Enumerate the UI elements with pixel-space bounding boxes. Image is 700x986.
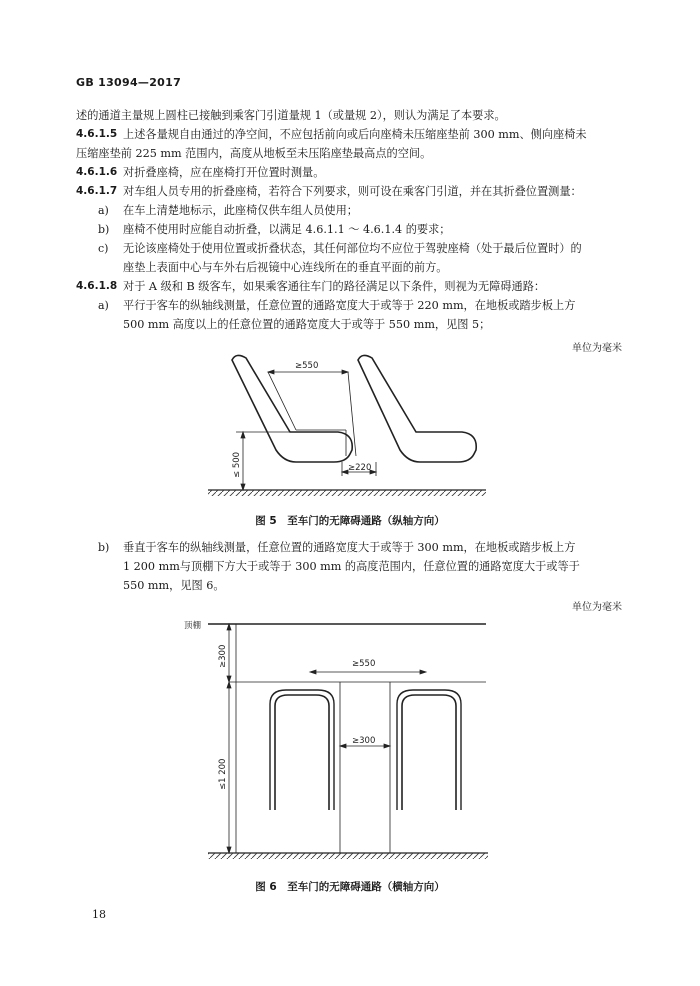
list-label: c) — [98, 242, 109, 255]
seat-right-rear — [397, 690, 461, 810]
seat-right-rear-inner — [402, 695, 456, 810]
dimension-fig6-300-label: ≥300 — [352, 736, 376, 746]
clause-number-4-6-1-7: 4.6.1.7 — [76, 185, 118, 197]
list-label: a) — [98, 299, 109, 312]
list-label: b) — [98, 541, 110, 554]
page-number: 18 — [92, 908, 106, 921]
clause-number-4-6-1-8: 4.6.1.8 — [76, 280, 118, 292]
floor-line — [208, 490, 486, 496]
clause-text-4-6-1-8: 对于 A 级和 B 级客车，如果乘客通往车门的路径满足以下条件，则视为无障碍通路： — [123, 280, 546, 293]
list-item-text-cont: 座垫上表面中心与车外右后视镜中心连线所在的垂直平面的前方。 — [123, 261, 448, 274]
standard-header: GB 13094—2017 — [76, 76, 182, 89]
clause-text-4-6-1-6: 对折叠座椅，应在座椅打开位置时测量。 — [123, 166, 325, 179]
unit-note-2: 单位为毫米 — [572, 602, 622, 613]
dimension-500 — [236, 432, 296, 490]
unit-note: 单位为毫米 — [572, 343, 622, 354]
ceiling-label: 顶棚 — [184, 621, 202, 631]
figure-6-caption: 图 6 至车门的无障碍通路（横轴方向） — [255, 881, 445, 893]
list-item-text: 垂直于客车的纵轴线测量，任意位置的通路宽度大于或等于 300 mm，在地板或踏步板上方 — [123, 541, 576, 554]
seat-left-outline — [232, 355, 352, 462]
clause-number-4-6-1-6: 4.6.1.6 — [76, 166, 118, 178]
list-item-text: 在车上清楚地标示，此座椅仅供车组人员使用； — [123, 204, 358, 217]
seat-left-rear — [270, 690, 334, 810]
aisle-guides — [340, 682, 390, 853]
dimension-220-label: ≥220 — [348, 463, 372, 473]
gauge-outline — [268, 372, 356, 456]
list-label: a) — [98, 204, 109, 217]
list-item-text: 平行于客车的纵轴线测量，任意位置的通路宽度大于或等于 220 mm，在地板或踏步板上方 — [123, 299, 576, 312]
dimension-ceiling-300-label: ≥300 — [218, 644, 228, 668]
clause-text-4-6-1-5-cont: 压缩座垫前 225 mm 范围内，高度从地板至未压陷座垫最高点的空间。 — [76, 147, 432, 160]
list-item-text: 无论该座椅处于使用位置或折叠状态，其任何部位均不应位于驾驶座椅（处于最后位置时）的 — [123, 242, 582, 255]
clause-text-4-6-1-7: 对车组人员专用的折叠座椅，若符合下列要求，则可设在乘客门引道，并在其折叠位置测量： — [123, 185, 582, 198]
dimension-550-label: ≥550 — [295, 361, 319, 371]
floor-line-fig6 — [208, 853, 488, 859]
seat-right-outline — [358, 355, 476, 462]
dimension-fig6-550-label: ≥550 — [352, 659, 376, 669]
seat-left-rear-inner — [275, 695, 329, 810]
dimension-fig6-550 — [310, 670, 426, 674]
paragraph-continuation: 述的通道主量规上圆柱已接触到乘客门引道量规 1（或量规 2），则认为满足了本要求。 — [76, 109, 506, 122]
list-label: b) — [98, 223, 110, 236]
dimension-500-label: ≤ 500 — [232, 451, 242, 478]
list-item-text: 座椅不使用时应能自动折叠，以满足 4.6.1.1 ～ 4.6.1.4 的要求； — [123, 223, 451, 236]
list-item-text-cont: 550 mm，见图 6。 — [123, 579, 225, 592]
body-text-lower — [76, 538, 636, 595]
list-item-text-cont: 1 200 mm与顶棚下方大于或等于 300 mm 的高度范围内，任意位置的通路宽度大于或等于 — [123, 560, 580, 573]
dimension-1200-label: ≤1 200 — [218, 758, 228, 790]
list-item-text-cont: 500 mm 高度以上的任意位置的通路宽度大于或等于 550 mm，见图 5； — [123, 318, 491, 331]
figure-5-caption: 图 5 至车门的无障碍通路（纵轴方向） — [255, 515, 445, 527]
clause-text-4-6-1-5: 上述各量规自由通过的净空间，不应包括前向或后向座椅未压缩座垫前 300 mm、侧向座椅未 — [123, 128, 587, 141]
clause-number-4-6-1-5: 4.6.1.5 — [76, 128, 118, 140]
